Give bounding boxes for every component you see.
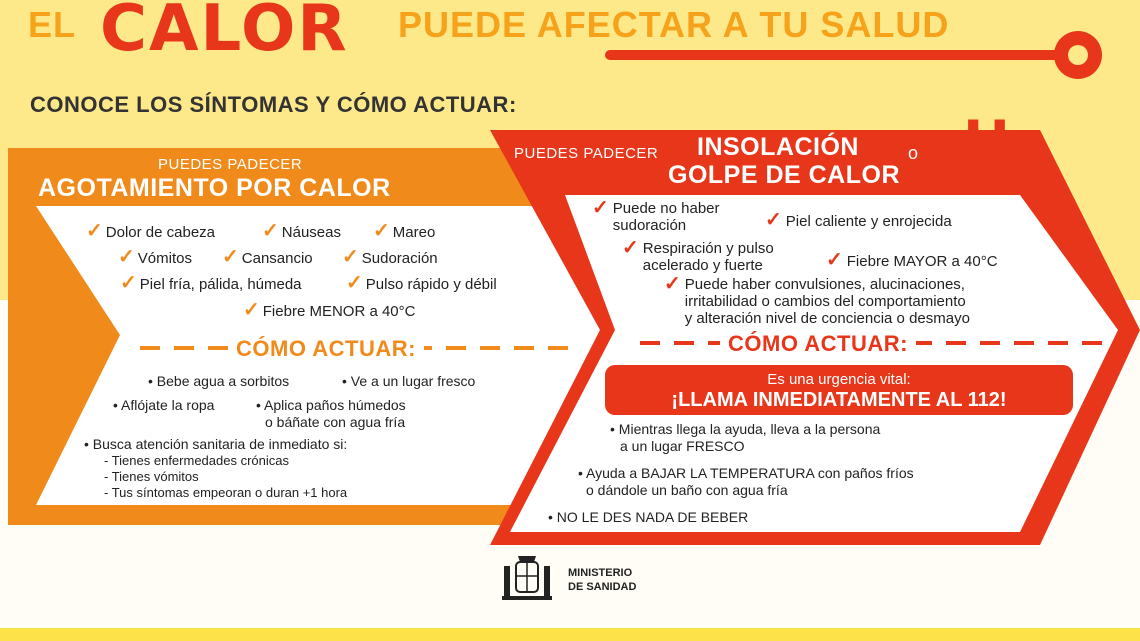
right-or: o: [908, 143, 919, 163]
check-icon: ✓: [222, 246, 239, 268]
check-icon: ✓: [262, 220, 279, 242]
urgency-box: [605, 365, 1073, 415]
right-pre: PUEDES PADECER: [514, 145, 659, 162]
symptom: ✓ Respiración y pulso acelerado y fuerte: [622, 237, 774, 274]
check-icon: ✓: [118, 246, 135, 268]
action-item: • Busca atención sanitaria de inmediato si:: [84, 436, 348, 452]
urgency-label: Es una urgencia vital:: [767, 371, 911, 388]
sub-item: - Tienes vómitos: [104, 469, 199, 484]
check-icon: ✓: [373, 220, 390, 242]
check-icon: ✓: [86, 220, 103, 242]
symptom: ✓ Sudoración: [342, 246, 438, 268]
action-item: • Mientras llega la ayuda, lleva a la persona: [610, 421, 881, 437]
action-item: • NO LE DES NADA DE BEBER: [548, 509, 749, 525]
check-icon: ✓: [826, 249, 843, 271]
right-heading-2: GOLPE DE CALOR: [668, 161, 901, 189]
symptom: ✓ Fiebre MENOR a 40°C: [243, 299, 416, 321]
subtitle: CONOCE LOS SÍNTOMAS Y CÓMO ACTUAR:: [30, 92, 517, 117]
title-rest: PUEDE AFECTAR A TU SALUD: [398, 4, 950, 45]
coat-of-arms-icon: [498, 548, 554, 606]
symptom: ✓ Pulso rápido y débil: [346, 272, 497, 294]
action-item: • Aplica paños húmedos: [256, 397, 406, 413]
symptom: ✓ Mareo: [373, 220, 436, 242]
symptom: ✓ Piel caliente y enrojecida: [765, 209, 952, 231]
ministry-logo-text: MINISTERIO DE SANIDAD: [568, 567, 637, 593]
symptom: ✓ Piel fría, pálida, húmeda: [120, 272, 302, 294]
check-icon: ✓: [342, 246, 359, 268]
check-icon: ✓: [664, 273, 681, 295]
right-heading-1: INSOLACIÓN: [697, 133, 859, 161]
left-pre: PUEDES PADECER: [158, 156, 303, 173]
urgency-call: ¡LLAMA INMEDIATAMENTE AL 112!: [671, 389, 1007, 411]
bottom-strip: [0, 628, 1140, 641]
action-item: • Ve a un lugar fresco: [342, 373, 476, 389]
check-icon: ✓: [765, 209, 782, 231]
action-item: • Bebe agua a sorbitos: [148, 373, 290, 389]
check-icon: ✓: [243, 299, 260, 321]
action-item: • Ayuda a BAJAR LA TEMPERATURA con paños fríos: [578, 465, 914, 481]
check-icon: ✓: [346, 272, 363, 294]
symptom: ✓ Dolor de cabeza: [86, 220, 215, 242]
symptom: ✓ Náuseas: [262, 220, 341, 242]
sub-item: - Tus síntomas empeoran o duran +1 hora: [104, 485, 348, 500]
check-icon: ✓: [592, 197, 609, 219]
alert-icon: !!: [960, 108, 1013, 176]
title-el: EL: [28, 4, 77, 45]
action-item-cont: o dándole un baño con agua fría: [586, 482, 788, 498]
sub-item: - Tienes enfermedades crónicas: [104, 453, 289, 468]
title-calor: CALOR: [100, 0, 349, 66]
symptom: ✓ Puede haber convulsiones, alucinaciones, irritabilidad o cambios del comportamiento y alteración nivel de conciencia o desmayo: [664, 273, 970, 327]
symptom: ✓ Cansancio: [222, 246, 313, 268]
check-icon: ✓: [622, 237, 639, 259]
symptom: ✓ Puede no haber sudoración: [592, 197, 720, 234]
action-item: • Aflójate la ropa: [113, 397, 215, 413]
symptom: ✓ Vómitos: [118, 246, 192, 268]
symptom: ✓ Fiebre MAYOR a 40°C: [826, 249, 998, 271]
right-how-to: CÓMO ACTUAR:: [720, 331, 916, 357]
left-how-to: CÓMO ACTUAR:: [228, 336, 424, 362]
action-item-cont: a un lugar FRESCO: [620, 438, 745, 454]
action-item-cont: o báñate con agua fría: [265, 414, 406, 430]
check-icon: ✓: [120, 272, 137, 294]
left-heading: AGOTAMIENTO POR CALOR: [38, 174, 391, 202]
